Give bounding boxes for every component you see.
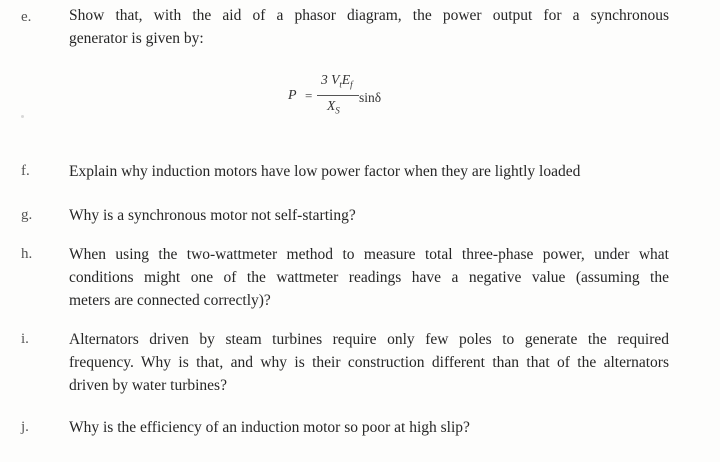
- question-label: g.: [21, 207, 33, 223]
- formula-denominator-x: X: [327, 98, 336, 113]
- formula-numerator: [321, 72, 353, 90]
- formula-fraction-bar: [317, 95, 359, 96]
- question-label: f.: [21, 163, 30, 179]
- question-line: Alternators driven by steam turbines require only few poles to generate the required: [69, 331, 669, 348]
- question-line: driven by water turbines?: [69, 377, 227, 394]
- question-line: frequency. Why is that, and why is their construction different than that of the alternators: [69, 354, 669, 371]
- question-line: Why is the efficiency of an induction motor so poor at high slip?: [69, 419, 470, 436]
- formula-sine-term: sinδ: [359, 90, 382, 105]
- question-line: Explain why induction motors have low power factor when they are lightly loaded: [69, 163, 581, 180]
- formula-equals: =: [305, 88, 313, 103]
- question-line: When using the two-wattmeter method to measure total three-phase power, under what: [69, 246, 669, 263]
- scan-speck: [21, 115, 24, 118]
- question-text: [69, 328, 669, 397]
- question-line: Show that, with the aid of a phasor diagram, the power output for a synchronous: [69, 7, 669, 24]
- question-text: [69, 243, 669, 312]
- question-label: j.: [21, 419, 29, 435]
- question-label: h.: [21, 246, 33, 262]
- formula-numerator-v: 3 V: [321, 72, 340, 87]
- formula-numerator-sub-f: f: [350, 79, 353, 90]
- question-label: i.: [21, 331, 29, 347]
- question-text: [69, 160, 669, 183]
- formula-numerator-sub-t: t: [339, 79, 342, 90]
- question-text: [69, 204, 669, 227]
- formula-lhs: P: [288, 88, 297, 103]
- question-line: conditions might one of the wattmeter readings have a negative value (assuming the: [69, 269, 669, 286]
- formula-denominator-sub: S: [335, 105, 340, 116]
- question-line: Why is a synchronous motor not self-starting?: [69, 207, 356, 224]
- formula-denominator: [327, 98, 340, 116]
- formula-numerator-e: E: [341, 72, 351, 87]
- power-formula: [287, 72, 427, 122]
- question-label: e.: [21, 9, 32, 25]
- question-text: [69, 4, 669, 50]
- question-line: generator is given by:: [69, 30, 204, 47]
- question-text: [69, 416, 669, 439]
- question-line: meters are connected correctly)?: [69, 292, 271, 309]
